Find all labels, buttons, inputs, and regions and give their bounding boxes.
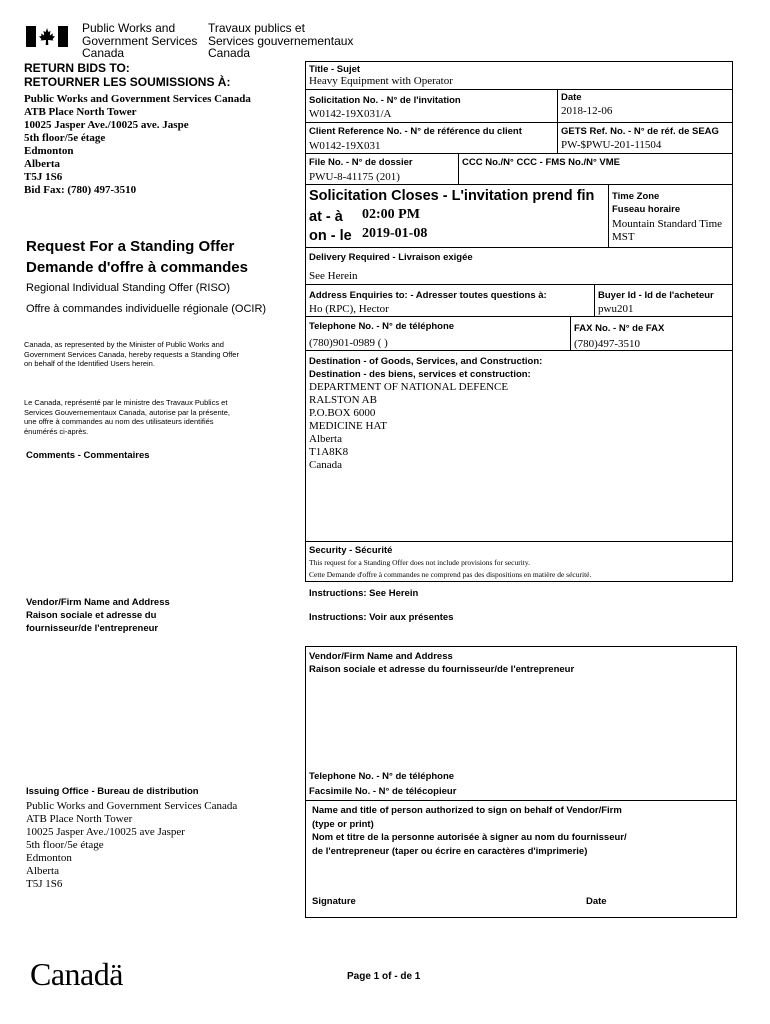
gets-reference-label: GETS Ref. No. - N° de réf. de SEAG: [561, 126, 719, 137]
return-bids-heading: RETURN BIDS TO: RETOURNER LES SOUMISSIONS À:: [24, 61, 231, 89]
security-label: Security - Sécurité: [309, 545, 393, 556]
ocir-label: Offre à commandes individuelle régionale (OCIR): [26, 303, 267, 315]
comments-label: Comments - Commentaires: [26, 450, 150, 461]
fax-value: (780)497-3510: [574, 338, 640, 350]
vendor-telephone-label: Telephone No. - N° de téléphone: [309, 771, 455, 782]
client-reference-label: Client Reference No. - N° de référence du client: [309, 126, 522, 137]
destination-label: Destination - of Goods, Services, and Construction: Destination - des biens, services et construction:: [309, 356, 543, 380]
signature-date-label: Date: [586, 896, 607, 907]
solicitation-number-label: Solicitation No. - N° de l'invitation: [309, 95, 461, 106]
telephone-label: Telephone No. - N° de téléphone: [309, 321, 455, 332]
time-zone-value: Mountain Standard Time MST: [612, 218, 723, 243]
signature-label: Signature: [312, 896, 356, 907]
vendor-name-address-label: Vendor/Firm Name and Address Raison sociale et adresse du fournisseur/de l'entrepreneur: [309, 651, 575, 675]
closing-date-value: 2019-01-08: [362, 226, 428, 241]
solicitation-number-value: W0142-19X031/A: [309, 108, 392, 120]
vendor-signature-box: [305, 646, 737, 918]
department-name-en: Public Works and Government Services Canada: [82, 21, 198, 60]
closing-at-label: at - à: [309, 209, 343, 225]
fax-label: FAX No. - N° de FAX: [574, 323, 665, 334]
delivery-required-label: Delivery Required - Livraison exigée: [309, 252, 473, 263]
closing-time-value: 02:00 PM: [362, 207, 420, 222]
instructions-fr: Instructions: Voir aux présentes: [309, 612, 454, 623]
telephone-value: (780)901-0989 ( ): [309, 337, 388, 349]
address-enquiries-label: Address Enquiries to: - Adresser toutes questions à:: [309, 290, 547, 301]
ccc-number-label: CCC No./N° CCC - FMS No./N° VME: [462, 157, 621, 168]
return-bids-address: Public Works and Government Services Canada ATB Place North Tower 10025 Jasper Ave./10025 ave. Jaspe 5th floor/5e étage Edmonton Alberta T5J 1S6 Bid Fax: (780) 497-3510: [24, 93, 251, 196]
buyer-id-value: pwu201: [598, 303, 634, 315]
closing-on-label: on - le: [309, 228, 352, 244]
title-label: Title - Sujet: [309, 64, 361, 75]
instructions-en: Instructions: See Herein: [309, 588, 419, 599]
issuing-office-address: Public Works and Government Services Canada ATB Place North Tower 10025 Jasper Ave./10025 ave Jasper 5th floor/5e étage Edmonton Alberta T5J 1S6: [26, 800, 238, 890]
delivery-required-value: See Herein: [309, 270, 358, 282]
authorized-signatory-label: Name and title of person authorized to sign on behalf of Vendor/Firm (type or print) Nom et titre de la personne autorisée à signer au nom du fournisseur/ de l'entrepreneur (taper ou écrire en caractères d'imprimerie): [312, 805, 627, 857]
date-value: 2018-12-06: [561, 105, 613, 117]
request-title: Request For a Standing Offer Demande d'offre à commandes: [26, 238, 248, 276]
date-label: Date: [561, 92, 582, 103]
address-enquiries-value: Ho (RPC), Hector: [309, 303, 389, 315]
file-number-value: PWU-8-41175 (201): [309, 171, 400, 183]
issuing-office-label: Issuing Office - Bureau de distribution: [26, 786, 199, 797]
riso-label: Regional Individual Standing Offer (RISO): [26, 282, 231, 294]
canada-flag-icon: [26, 26, 68, 47]
client-reference-value: W0142-19X031: [309, 140, 381, 152]
destination-address: DEPARTMENT OF NATIONAL DEFENCE RALSTON AB P.O.BOX 6000 MEDICINE HAT Alberta T1A8K8 Canada: [309, 381, 509, 471]
gets-reference-value: PW-$PWU-201-11504: [561, 139, 662, 151]
title-value: Heavy Equipment with Operator: [309, 75, 453, 87]
time-zone-label: Time Zone Fuseau horaire: [612, 191, 681, 215]
security-text-en: This request for a Standing Offer does not include provisions for security.: [309, 558, 530, 567]
canada-wordmark: Canadä: [30, 956, 123, 992]
solicitation-closes-label: Solicitation Closes - L'invitation prend fin: [309, 188, 595, 204]
file-number-label: File No. - N° de dossier: [309, 157, 413, 168]
left-vendor-label: Vendor/Firm Name and Address Raison sociale et adresse du fournisseur/de l'entrepreneur: [26, 597, 170, 634]
request-paragraph-en: Canada, as represented by the Minister of Public Works and Government Services Canada, hereby requests a Standing Offer on behalf of the Identified Users herein.: [24, 340, 239, 368]
security-text-fr: Cette Demande d'offre à commandes ne comprend pas des dispositions en matière de sécurité.: [309, 570, 592, 579]
department-name-fr: Travaux publics et Services gouvernementaux Canada: [208, 21, 354, 60]
request-paragraph-fr: Le Canada, représenté par le ministre des Travaux Publics et Services Gouvernementaux Canada, autorise par la présente, une offre à commandes au nom des utilisateurs identifiés énumérés ci-après.: [24, 398, 230, 436]
page-number: Page 1 of - de 1: [347, 971, 421, 982]
buyer-id-label: Buyer Id - Id de l'acheteur: [598, 290, 714, 301]
vendor-facsimile-label: Facsimile No. - N° de télécopieur: [309, 786, 457, 797]
